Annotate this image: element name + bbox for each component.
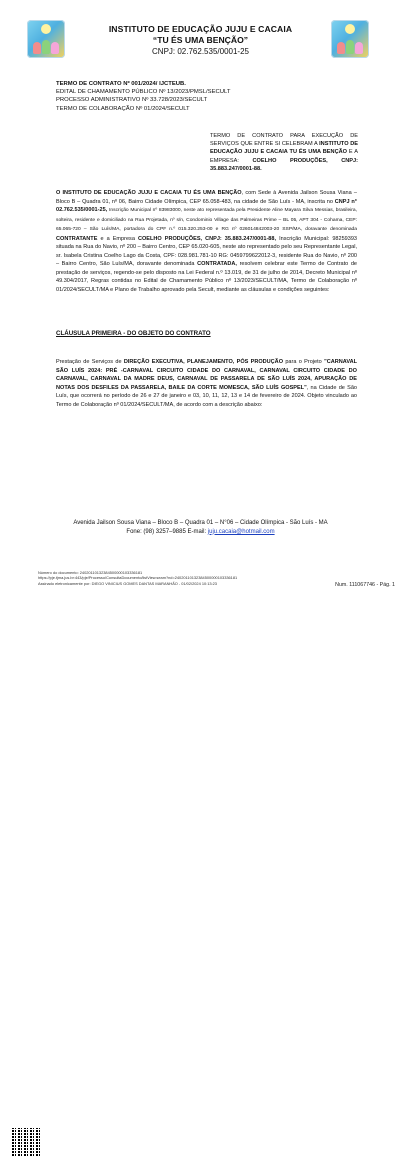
footer-contact: [0, 528, 401, 537]
letterhead: [70, 24, 331, 56]
contract-number: TERMO DE CONTRATO Nº 001/2024/ IJCTEUB.: [56, 81, 186, 87]
party-institute: O INSTITUTO DE EDUCAÇÃO JUJU E CACAIA TU ÉS UMA BENÇÃO: [56, 190, 242, 196]
edital-ref: EDITAL DE CHAMAMENTO PÚBLICO Nº 13/2023/PMSL/SECULT: [56, 89, 231, 96]
object-paragraph: [56, 358, 357, 409]
org-name: INSTITUTO DE EDUCAÇÃO JUJU E CACAIA: [108, 24, 293, 34]
processo-ref: PROCESSO ADMINISTRATIVO Nº 33.728/2023/SECULT: [56, 97, 208, 104]
contratada-label: CONTRATADA,: [197, 261, 237, 267]
institute-logo-left: [27, 20, 65, 58]
page-footer: [0, 519, 401, 536]
page-number: Num. 111067746 - Pág. 1: [335, 582, 395, 588]
colaboracao-ref: TERMO DE COLABORAÇÃO Nº 01/2024/SECULT: [56, 105, 190, 112]
text-run: Inscrição Municipal nº 83983000, neste ato representada pela Presidente Aline Mayara Silva Messias, brasileira, solteira, residente e domiciliado na Rua Projetada, nº s/n, Condominio Village das Palmeiras Prime – BL 05, APT 304 - Cohama, CEP: 65.065-720 – São Luís/MA, portadora do CPF n.º 015.320.253-00 e RG nº 026014842003-20 SSP/MA, doravante denominada: [56, 208, 357, 232]
document-url[interactable]: https://pje.tjma.jus.br:443/pje/Processo/ConsultaDocumento/listView.seam?nd=24020110132384500000103336181: [38, 575, 238, 581]
org-slogan: “TU ÉS UMA BENÇÃO”: [152, 35, 249, 45]
text-run: para o Projeto: [285, 359, 322, 365]
footer-email-link[interactable]: juju.cacaia@hotmail.com: [207, 528, 275, 535]
text-run: , com Sede à Avenida Jailson Sousa Viana – Bloco B – Quadra 01, nº 06, Bairro Cidade Olímpica, CEP 65.058-483, na cidade de São Luís - MA, inscrita no: [56, 190, 357, 205]
text-run: , na Cidade de São Luís, que ocorrerá no período de 26 e 27 de janeiro e 03, 10, 11, 12, 13 e 14 de fevereiro de 2024. Objeto vinculado ao Termo de Colaboração nº 01/2024/SECULT/MA, de acordo com a descrição abaixo:: [56, 384, 357, 408]
summary-party-b: COELHO PRODUÇÕES, CNPJ: 35.883.247/0001-88.: [210, 157, 358, 172]
org-cnpj: CNPJ: 02.762.535/0001-25: [152, 47, 249, 56]
institute-logo-right: [331, 20, 369, 58]
summary-party-a: INSTITUTO DE EDUCAÇÃO JUJU E CACAIA TU ÉS UMA BENÇÃO: [210, 141, 358, 156]
text-run: Inscrição Municipal: 98259393 situada na Rua do Navio, nº 200 – Bairro Centro, CEP 65.020-605, neste ato representado pelo seu Representante Legal, sr. Isabela Cristina Coelho Lago da Costa, CPF: 028.981.781-10 RG: 0459799622012-3, residente Rua do Navio, nº 200 – Bairro Centro, São Luís/MA, doravante denominada: [56, 235, 358, 267]
contratante-label: CONTRATANTE: [56, 235, 98, 242]
text-run: Prestação de Serviços de: [56, 359, 122, 365]
text-run: e a Empresa: [100, 235, 135, 242]
signature-metadata: [38, 570, 318, 586]
service-type: DIREÇÃO EXECUTIVA, PLANEJAMENTO, PÓS PRODUÇÃO: [123, 359, 284, 365]
footer-address: Avenida Jailson Sousa Viana – Bloco B – Quadra 01 – N°06 – Cidade Olímpica - São Luís - MA: [73, 520, 328, 526]
document-number: Número do documento: 24020110132384500000103336181: [38, 570, 143, 575]
clause-one-title: CLÁUSULA PRIMEIRA - DO OBJETO DO CONTRATO: [56, 330, 211, 337]
qr-code-icon: [6, 564, 34, 592]
project-name: "CARNAVAL SÃO LUÍS 2024: PRÉ -CARNAVAL CIRCUITO CIDADE DO CARNAVAL, CARNAVAL CIRCUITO CIDADE DO CARNAVAL, CARNAVAL DA MADRE DEUS, CARNAVAL DE PASSARELA DE SÃO LUÍS 2024, APURAÇÃO DE NOTAS DOS DESFILES DA PASSARELA, BAILE DA CORTE MOMESCA, SÃO LUÍS GOSPEL": [56, 359, 358, 391]
footer-phone: Fone: (98) 3257–9885 E-mail:: [126, 528, 207, 535]
party-company: COELHO PRODUÇÕES, CNPJ: 35.883.247/0001-88,: [137, 235, 276, 242]
parties-paragraph: [56, 189, 357, 294]
institute-cnpj: CNPJ n° 02.762.535/0001-25,: [56, 198, 358, 213]
summary-text: E A EMPRESA:: [210, 149, 358, 164]
summary-text: TERMO DE CONTRATO PARA EXECUÇÃO DE SERVIÇOS QUE ENTRE SI CELEBRAM A: [210, 133, 358, 148]
signed-by: Assinado eletronicamente por: DIEGO VINICIUS GOMES DANTAS MARANHÃO - 01/02/2024 10:13:23: [38, 580, 217, 586]
contract-references: [56, 80, 356, 113]
text-run: resolvem celebrar este Termo de Contrato de prestação de serviços, regendo-se pelo disposto na Lei Federal n.º 13.019, de 31 de julho de 2014, Decreto Municipal nº 49.304/2017, Regras contidas no Edital de Chamamento Público nº 13/2023/SECULT/MA, Termo de Colaboração nº 01/2024/SECULT/MA e Plano de Trabalho aprovado pela Secult, mediante as cláusulas e condições seguintes:: [56, 261, 358, 293]
contract-summary: [210, 132, 358, 173]
